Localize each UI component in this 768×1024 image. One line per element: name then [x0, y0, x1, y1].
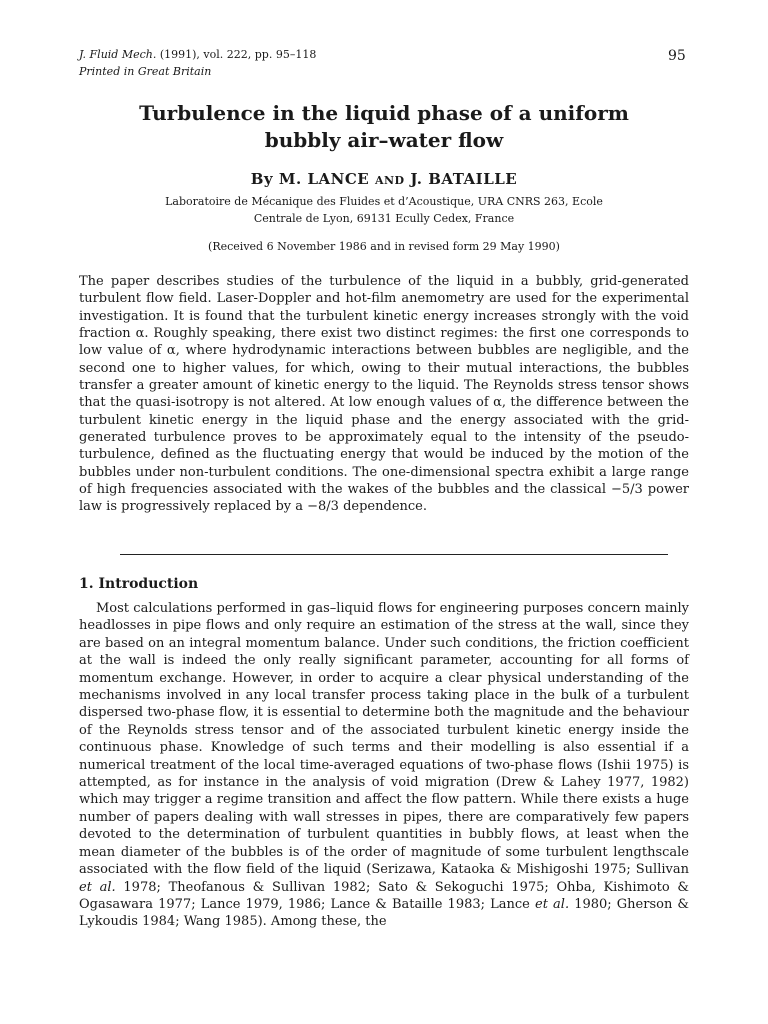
author-line: [60, 170, 708, 188]
journal-name: J. Fluid Mech.: [79, 48, 157, 61]
et-al-2: et al.: [535, 896, 570, 912]
affiliation-line-1: Laboratoire de Mécanique des Fluides et d’Acoustique, URA CNRS 263, Ecole: [165, 195, 603, 208]
abstract-divider: [120, 554, 668, 555]
citation-details: (1991), vol. 222, pp. 95–118: [159, 48, 317, 61]
affiliation-line-2: Centrale de Lyon, 69131 Ecully Cedex, France: [253, 212, 515, 225]
body-text-2: 1978; Theofanous & Sullivan 1982; Sato & Sekoguchi 1975; Ohba, Kishimoto & Ogasawara 1977; Lance 1979, 1986; Lance & Bataille 1983; Lance: [79, 879, 690, 912]
journal-citation: [79, 46, 316, 63]
affiliation: [60, 193, 708, 227]
and-label: AND: [374, 174, 405, 187]
printed-note: Printed in Great Britain: [79, 65, 212, 78]
author-1: M. LANCE: [278, 170, 370, 188]
author-2: J. BATAILLE: [410, 170, 518, 188]
section-number: 1.: [79, 576, 94, 592]
title-line-2: bubbly air–water flow: [264, 128, 504, 152]
abstract-text: The paper describes studies of the turbulence of the liquid in a bubbly, grid-generated turbulent flow field. Laser-Doppler and hot-film anemometry are used for the experimental investigation. It is found that the turbulent kinetic energy increases strongly with the void fraction α. Roughly speaking, there exist two distinct regimes: the first one corresponds to low value of α, where hydrodynamic interactions between bubbles are negligible, and the second one to higher values, for which, owing to their mutual interactions, the bubbles transfer a greater amount of kinetic energy to the liquid. The Reynolds stress tensor shows that the quasi-isotropy is not altered. At low enough values of α, the difference between the turbulent kinetic energy in the liquid phase and the energy associated with the grid-generated turbulence proves to be approximately equal to the intensity of the pseudo-turbulence, defined as the fluctuating energy that would be induced by the motion of the bubbles under non-turbulent conditions. The one-dimensional spectra exhibit a large range of high frequencies associated with the wakes of the bubbles and the classical −5/3 power law is progressively replaced by a −8/3 dependence.: [79, 274, 689, 515]
page-number: 95: [668, 48, 686, 64]
received-dates: (Received 6 November 1986 and in revised form 29 May 1990): [208, 240, 560, 253]
body-paragraph: [79, 600, 689, 931]
journal-header: [79, 46, 316, 80]
title-line-1: Turbulence in the liquid phase of a uniform: [139, 101, 629, 125]
et-al-1: et al.: [79, 879, 116, 895]
section-title: Introduction: [98, 576, 199, 592]
body-text-3: 1980; Gherson & Lykoudis 1984; Wang 1985). Among these, the: [79, 896, 690, 930]
section-heading: [79, 576, 198, 592]
paper-title: [60, 100, 708, 154]
body-text-1: Most calculations performed in gas–liquid flows for engineering purposes concern mainly headlosses in pipe flows and only require an estimation of the stress at the wall, since they are based on an integral momentum balance. Under such conditions, the friction coefficient at the wall is indeed the only really significant parameter, accounting for all forms of momentum exchange. However, in order to acquire a clear physical understanding of the mechanisms involved in any local transfer process taking place in the bulk of a turbulent dispersed two-phase flow, it is essential to determine both the magnitude and the behaviour of the Reynolds stress tensor and of the associated turbulent kinetic energy inside the continuous phase. Knowledge of such terms and their modelling is also essential if a numerical treatment of the local time-averaged equations of two-phase flows (Ishii 1975) is attempted, as for instance in the analysis of void migration (Drew & Lahey 1977, 1982) which may trigger a regime transition and affect the flow pattern. While there exists a huge number of papers dealing with wall stresses in pipes, there are comparatively few papers devoted to the determination of turbulent quantities in bubbly flows, at least when the mean diameter of the bubbles is of the order of magnitude of some turbulent lengthscale associated with the flow field of the liquid (Serizawa, Kataoka & Mishigoshi 1975; Sullivan: [79, 601, 689, 878]
by-label: By: [250, 170, 274, 188]
